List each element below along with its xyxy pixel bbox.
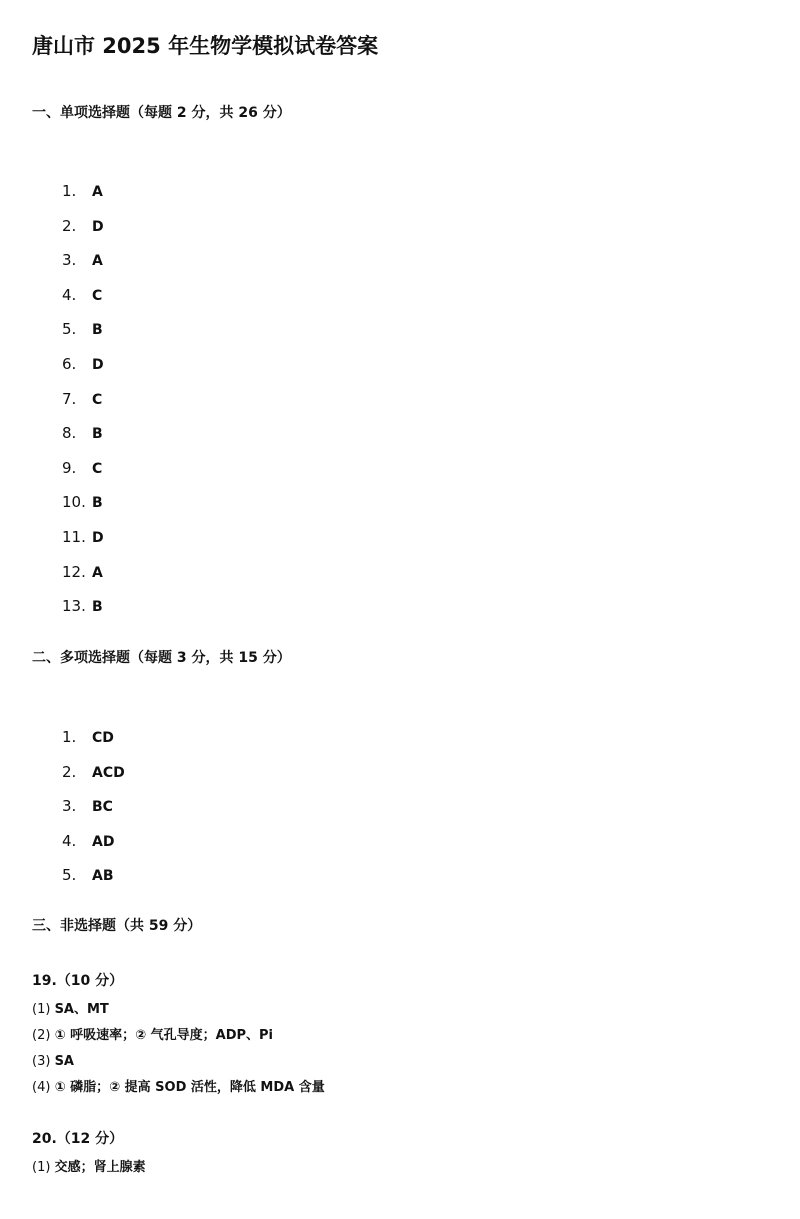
sub-answer-line (32, 1075, 325, 1101)
answer-number: 11. (62, 527, 86, 546)
sub-answer-text: ① 呼吸速率；② 气孔导度；ADP、Pi (54, 1028, 273, 1043)
answer-value: B (92, 495, 103, 512)
answer-number: 12. (62, 562, 86, 581)
sub-question-index: (1) (32, 1160, 51, 1175)
answer-item (62, 181, 104, 216)
answer-value: D (92, 529, 104, 546)
sub-question-index: (2) (32, 1028, 51, 1043)
answer-item (62, 727, 125, 762)
sub-question-index: (3) (32, 1054, 51, 1069)
multiple-choice-answer-list (62, 727, 125, 900)
answer-item (62, 527, 104, 562)
answer-number: 10. (62, 493, 86, 512)
sub-answer-line (32, 1155, 146, 1181)
answer-number: 3. (62, 797, 77, 816)
answer-number: 2. (62, 762, 77, 781)
answer-value: AD (92, 833, 115, 850)
sub-answer-line (32, 1023, 325, 1049)
answer-item (62, 319, 104, 354)
sub-answer-text: SA、MT (54, 1002, 109, 1017)
sub-answer-line (32, 1049, 325, 1075)
answer-item (62, 492, 104, 527)
sub-answer-text: ① 磷脂；② 提高 SOD 活性，降低 MDA 含量 (54, 1080, 325, 1095)
answer-value: A (92, 184, 103, 200)
answer-value: B (92, 426, 103, 443)
answer-number: 3. (62, 251, 77, 270)
question-20-block (32, 1129, 146, 1181)
sub-answer-text: 交感；肾上腺素 (54, 1160, 146, 1175)
answer-item (62, 216, 104, 251)
answer-number: 8. (62, 424, 77, 443)
answer-value: A (92, 564, 103, 581)
answer-number: 2. (62, 216, 77, 235)
answer-number: 1. (62, 182, 77, 200)
question-19-answers (32, 997, 325, 1101)
answer-number: 6. (62, 354, 77, 373)
answer-value: ACD (92, 764, 125, 781)
answer-number: 9. (62, 458, 77, 477)
answer-item (62, 562, 104, 597)
sub-answer-line (32, 997, 325, 1023)
sub-question-index: (4) (32, 1080, 51, 1095)
question-19-title: 19.（10 分） (32, 973, 124, 989)
answer-item (62, 423, 104, 458)
single-choice-answer-list (62, 181, 104, 631)
question-19-block (32, 971, 325, 1101)
answer-value: D (92, 356, 104, 373)
answer-item (62, 596, 104, 631)
sub-answer-text: SA (54, 1054, 74, 1069)
answer-value: B (92, 322, 103, 339)
answer-value: BC (92, 799, 113, 816)
answer-value: D (92, 218, 104, 235)
answer-value: AB (92, 868, 114, 885)
answer-value: C (92, 287, 103, 304)
answer-number: 5. (62, 320, 77, 339)
answer-number: 4. (62, 831, 77, 850)
answer-item (62, 762, 125, 797)
answer-value: CD (92, 730, 114, 746)
answer-item (62, 285, 104, 320)
answer-number: 13. (62, 597, 86, 616)
section-heading-multiple-choice: 二、多项选择题（每题 3 分，共 15 分） (32, 650, 291, 666)
answer-item (62, 458, 104, 493)
section-heading-single-choice: 一、单项选择题（每题 2 分，共 26 分） (32, 105, 291, 121)
document-title: 唐山市 2025 年生物学模拟试卷答案 (32, 34, 379, 58)
answer-number: 4. (62, 285, 77, 304)
answer-item (62, 865, 125, 900)
answer-number: 7. (62, 389, 77, 408)
answer-item (62, 796, 125, 831)
answer-value: A (92, 253, 103, 270)
question-20-answers (32, 1155, 146, 1181)
answer-item (62, 354, 104, 389)
answer-value: C (92, 391, 103, 408)
question-20-title: 20.（12 分） (32, 1131, 124, 1147)
answer-item (62, 389, 104, 424)
answer-value: B (92, 599, 103, 616)
answer-value: C (92, 460, 103, 477)
answer-item (62, 831, 125, 866)
sub-question-index: (1) (32, 1002, 51, 1017)
answer-number: 1. (62, 728, 77, 746)
answer-number: 5. (62, 866, 77, 885)
section-heading-non-choice: 三、非选择题（共 59 分） (32, 918, 202, 934)
answer-item (62, 250, 104, 285)
